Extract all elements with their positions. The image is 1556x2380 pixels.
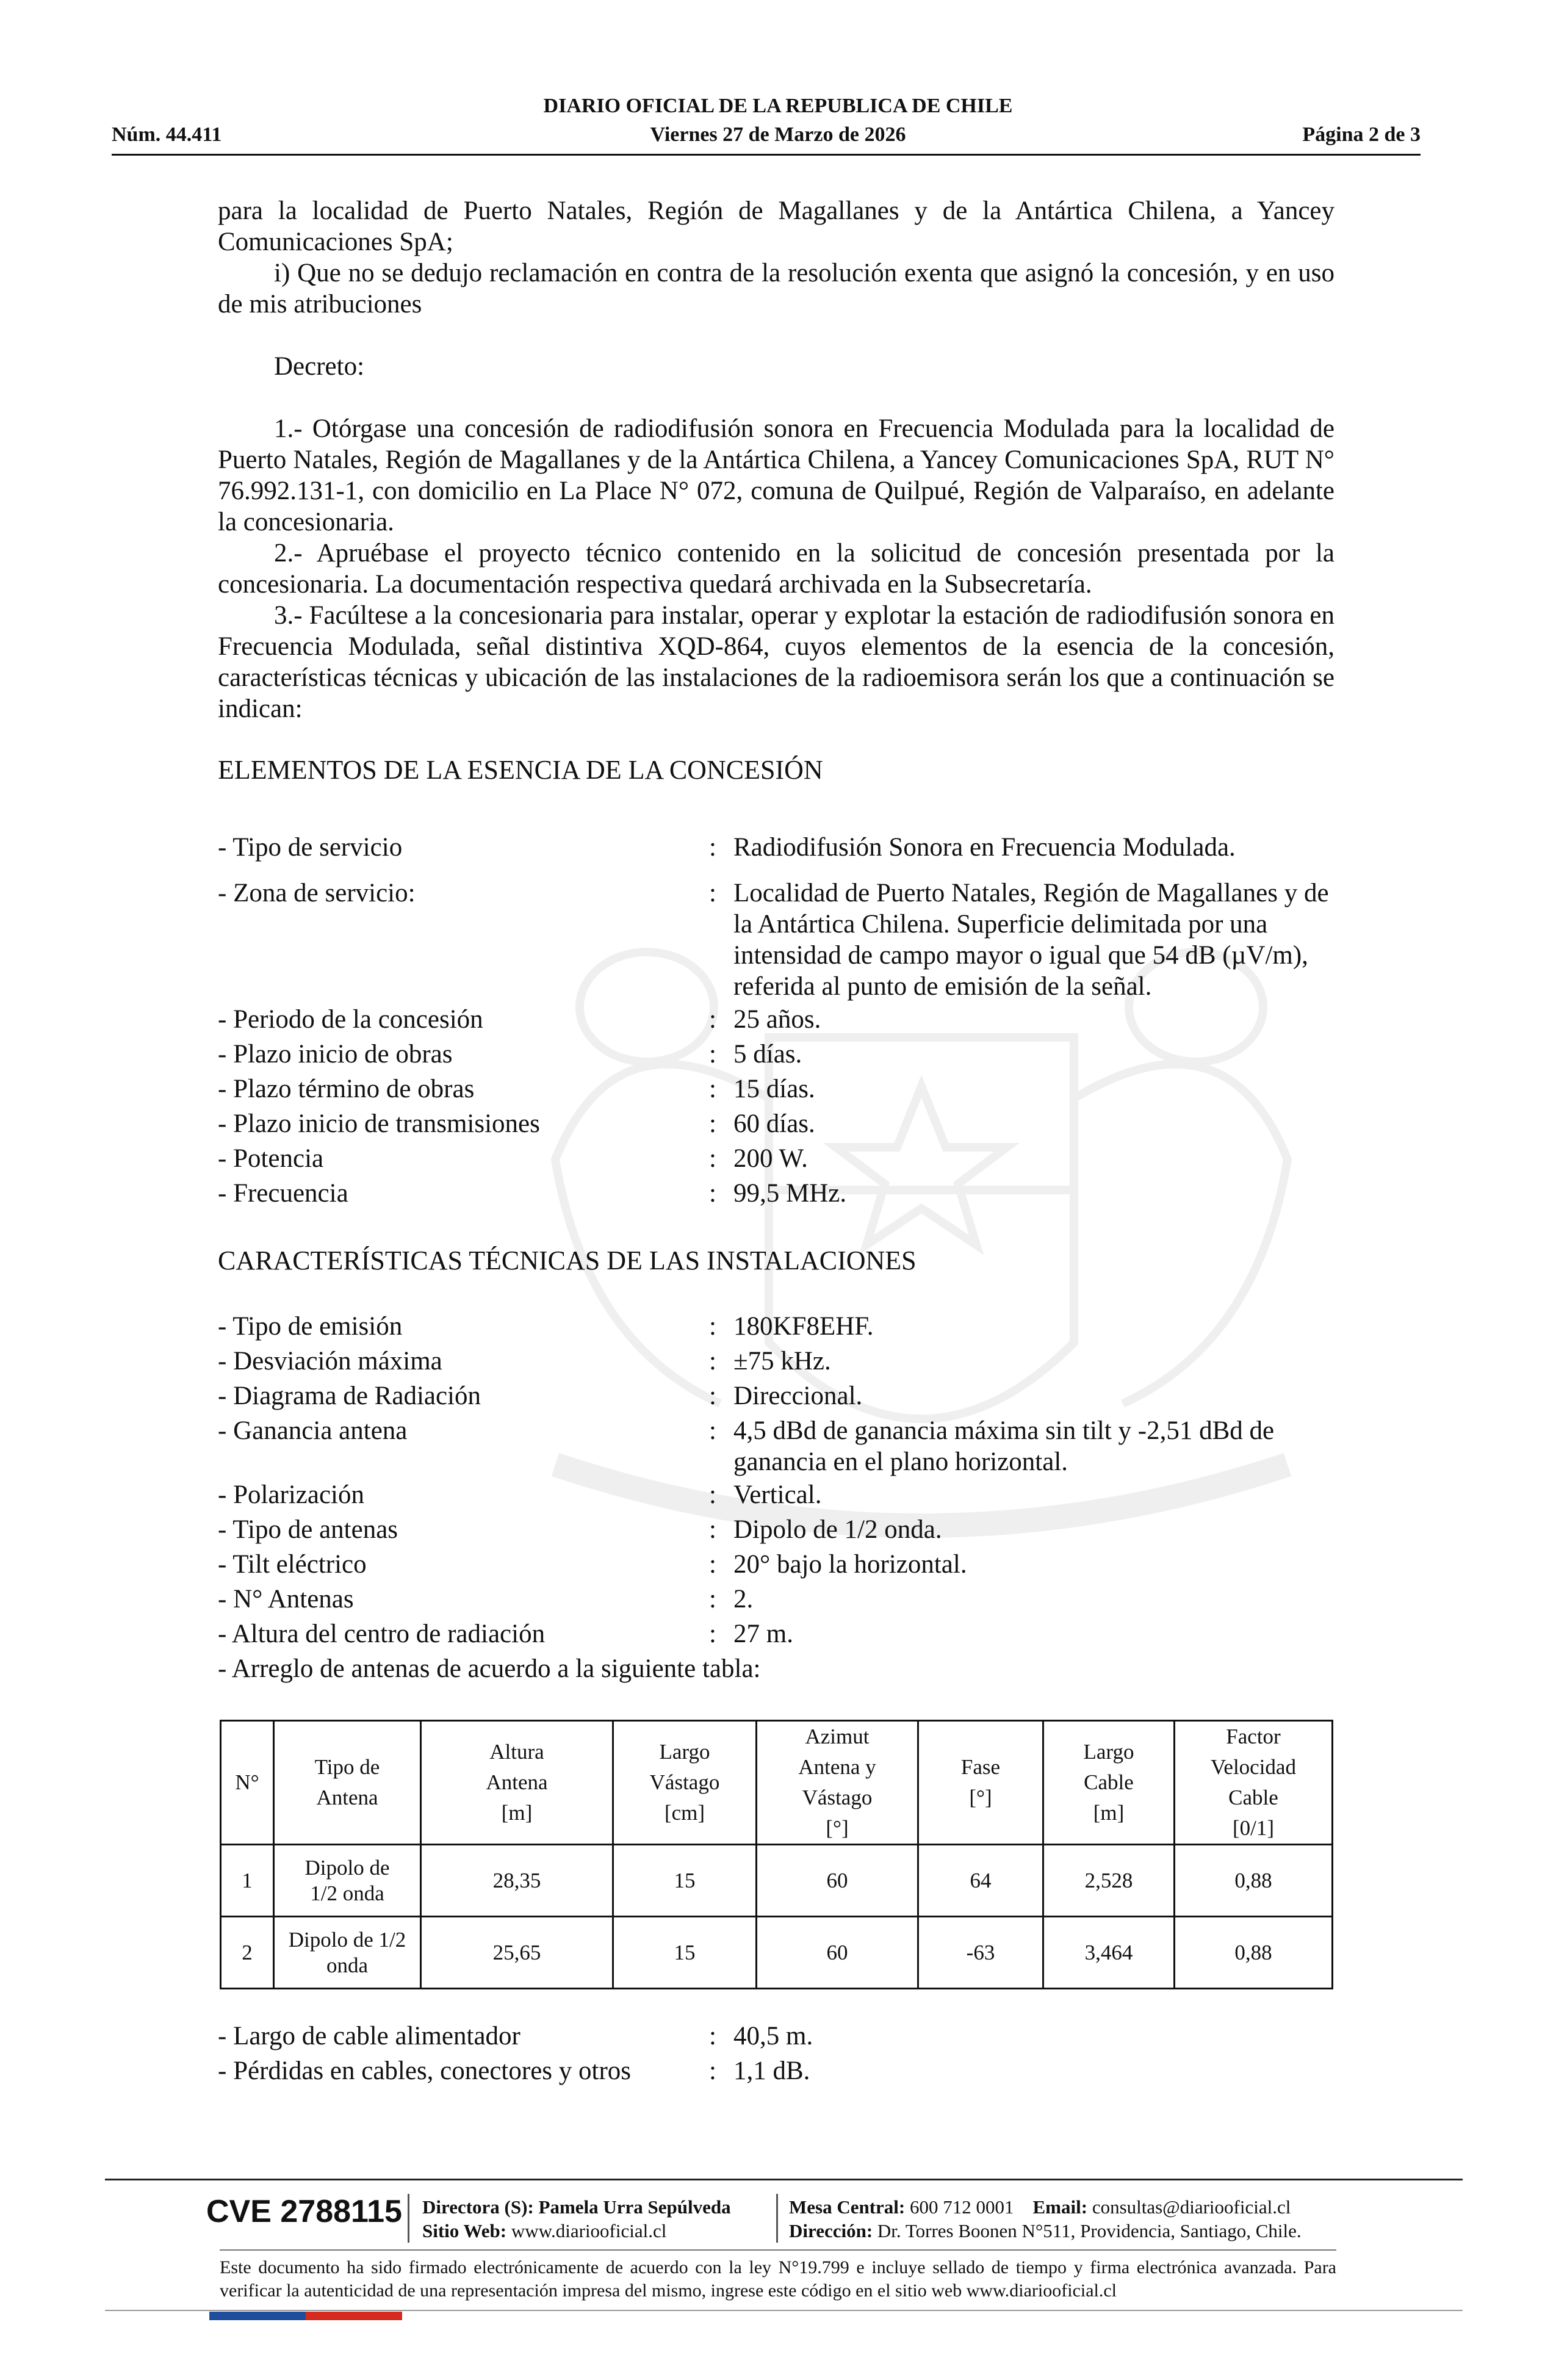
item-value: Radiodifusión Sonora en Frecuencia Modulada.: [733, 833, 1236, 862]
item-label: - Plazo inicio de transmisiones: [218, 1109, 540, 1138]
flag-stripe-red: [306, 2312, 402, 2320]
colon: :: [709, 1585, 716, 1614]
cell-altura: 28,35: [421, 1845, 613, 1917]
esencia-title: ELEMENTOS DE LA ESENCIA DE LA CONCESIÓN: [218, 755, 823, 785]
decreto-heading: Decreto:: [274, 352, 365, 381]
header-text: Altura: [489, 1740, 544, 1764]
esencia-item: [218, 1176, 1334, 1211]
item-label: - Periodo de la concesión: [218, 1005, 483, 1034]
after-table-item: [218, 2019, 1334, 2054]
header-rule: [112, 154, 1421, 156]
header-text: Largo: [1083, 1740, 1134, 1764]
mesa-value: 600 712 0001: [910, 2196, 1014, 2218]
cell-largo: 15: [613, 1917, 757, 1989]
item-label: - Pérdidas en cables, conectores y otros: [218, 2057, 632, 2085]
item-label: - Zona de servicio:: [218, 879, 416, 907]
cell-text: Dipolo de: [304, 1855, 390, 1880]
cell-n: 2: [221, 1917, 274, 1989]
table-row: [221, 1845, 1333, 1917]
issue-date: Viernes 27 de Marzo de 2026: [650, 123, 906, 146]
sitio-line: [422, 2219, 731, 2243]
table-header-row: [221, 1721, 1333, 1845]
item-label: - Plazo término de obras: [218, 1075, 475, 1103]
colon: :: [709, 1347, 716, 1376]
header-text: Factor: [1226, 1725, 1281, 1748]
mesa-label: Mesa Central:: [789, 2196, 906, 2218]
flag-stripe-blue: [209, 2312, 306, 2320]
colon: :: [709, 1515, 716, 1544]
item-value: 4,5 dBd de ganancia máxima sin tilt y -2,51 dBd de ganancia en el plano horizontal.: [733, 1416, 1275, 1476]
item-value: 15 días.: [733, 1075, 815, 1103]
header-text: Antena: [486, 1770, 548, 1794]
cell-azimut: 60: [757, 1845, 918, 1917]
mesa-line: [789, 2195, 1302, 2219]
email-link[interactable]: consultas@diariooficial.cl: [1092, 2196, 1291, 2218]
colon: :: [709, 1312, 716, 1341]
item-label: - Tipo de emisión: [218, 1312, 403, 1341]
footer-top-rule: [105, 2179, 1463, 2180]
cell-n: 1: [221, 1845, 274, 1917]
tecnicas-item: [218, 1512, 1334, 1547]
colon: :: [709, 1179, 716, 1208]
intro-block: [218, 195, 1334, 724]
item-label: - Diagrama de Radiación: [218, 1382, 481, 1410]
colon: :: [709, 2022, 716, 2050]
item-label: - N° Antenas: [218, 1585, 354, 1614]
direccion-label: Dirección:: [789, 2220, 873, 2241]
header-text: Antena y: [798, 1755, 876, 1779]
colon: :: [709, 1040, 716, 1069]
esencia-item: [218, 1141, 1334, 1176]
tecnicas-title: CARACTERÍSTICAS TÉCNICAS DE LAS INSTALACIONES: [218, 1246, 917, 1275]
th-azimut: [757, 1721, 918, 1845]
item-label: - Ganancia antena: [218, 1416, 408, 1445]
cve-code: CVE 2788115: [206, 2194, 402, 2229]
header-text: [0/1]: [1232, 1816, 1275, 1840]
tecnicas-item: [218, 1582, 1334, 1617]
cell-fase: -63: [918, 1917, 1043, 1989]
item-value: 5 días.: [733, 1040, 802, 1069]
esencia-item: [218, 1072, 1334, 1106]
th-tipo: [274, 1721, 421, 1845]
cell-largo: 15: [613, 1845, 757, 1917]
esencia-item: [218, 876, 1334, 1002]
colon: :: [709, 1416, 716, 1445]
tecnicas-list: [218, 1309, 1334, 1686]
tecnicas-item: [218, 1617, 1334, 1651]
footer-divider-2: [776, 2194, 778, 2243]
header-text: Azimut: [805, 1725, 870, 1748]
colon: :: [709, 2057, 716, 2085]
esencia-item: [218, 1106, 1334, 1141]
header-text: [m]: [501, 1801, 533, 1825]
header-text: Antena: [316, 1786, 378, 1809]
item-value: Direccional.: [733, 1382, 863, 1410]
item-value: 180KF8EHF.: [733, 1312, 874, 1341]
item-value: 40,5 m.: [733, 2022, 813, 2050]
header-text: Velocidad: [1211, 1755, 1296, 1779]
item-label: - Tilt eléctrico: [218, 1550, 367, 1579]
arreglo-text: - Arreglo de antenas de acuerdo a la siguiente tabla:: [218, 1654, 761, 1683]
th-factor: [1175, 1721, 1333, 1845]
item-label: - Desviación máxima: [218, 1347, 442, 1376]
cell-text: Dipolo de 1/2: [288, 1927, 406, 1952]
page-number: Página 2 de 3: [1302, 123, 1421, 146]
cell-factor: 0,88: [1175, 1845, 1333, 1917]
item-label: - Tipo de servicio: [218, 833, 403, 862]
colon: :: [709, 1550, 716, 1579]
tecnicas-item: [218, 1344, 1334, 1379]
colon: :: [709, 833, 716, 862]
footer-contact: [789, 2195, 1302, 2243]
cell-text: onda: [326, 1953, 369, 1977]
item-value: 200 W.: [733, 1144, 808, 1173]
cell-factor: 0,88: [1175, 1917, 1333, 1989]
item-value: 1,1 dB.: [733, 2057, 810, 2085]
directora-text: Directora (S): Pamela Urra Sepúlveda: [422, 2196, 731, 2218]
paragraph-intro: para la localidad de Puerto Natales, Región de Magallanes y de la Antártica Chilena, a Yancey Comunicaciones SpA;: [218, 197, 1334, 256]
header-text: [°]: [826, 1816, 849, 1840]
esencia-list: [218, 830, 1334, 1211]
th-largo: [613, 1721, 757, 1845]
item-value: Dipolo de 1/2 onda.: [733, 1515, 942, 1544]
colon: :: [709, 1144, 716, 1173]
header-text: Tipo de: [314, 1755, 380, 1779]
item-label: - Potencia: [218, 1144, 324, 1173]
header-text: Largo: [659, 1740, 710, 1764]
colon: :: [709, 1109, 716, 1138]
tecnicas-item: [218, 1379, 1334, 1413]
cell-text: 1/2 onda: [310, 1881, 384, 1905]
footer-disclaimer: Este documento ha sido firmado electrónicamente de acuerdo con la ley N°19.799 e incluye sellado de tiempo y firma electrónica avanzada. Para verificar la autenticidad de una representación impresa del mismo, ingrese este código en el sitio web www.diariooficial.cl: [220, 2257, 1336, 2301]
item-value: Localidad de Puerto Natales, Región de Magallanes y de la Antártica Chilena. Superficie delimitada por una intensidad de campo mayor o igual que 54 dB (µV/m), referida al punto de emisión de la señal.: [733, 879, 1329, 1001]
th-n: [221, 1721, 274, 1845]
item-label: - Altura del centro de radiación: [218, 1620, 546, 1648]
item-label: - Largo de cable alimentador: [218, 2022, 520, 2050]
cell-cable: 3,464: [1043, 1917, 1175, 1989]
colon: :: [709, 1005, 716, 1034]
sitio-link[interactable]: www.diariooficial.cl: [511, 2220, 667, 2241]
th-altura: [421, 1721, 613, 1845]
header-text: N°: [235, 1770, 259, 1794]
cell-cable: 2,528: [1043, 1845, 1175, 1917]
paragraph-considerando-i: i) Que no se dedujo reclamación en contra de la resolución exenta que asignó la concesión, y en uso de mis atribuciones: [218, 259, 1334, 319]
header-text: Cable: [1084, 1770, 1134, 1794]
direccion-value: Dr. Torres Boonen N°511, Providencia, Santiago, Chile.: [877, 2220, 1302, 2241]
item-label: - Plazo inicio de obras: [218, 1040, 453, 1069]
footer-mid-rule: [220, 2249, 1336, 2251]
header-text: [cm]: [664, 1801, 705, 1825]
tecnicas-item: [218, 1547, 1334, 1582]
after-table-list: [218, 2019, 1334, 2088]
item-value: ±75 kHz.: [733, 1347, 831, 1376]
item-label: - Frecuencia: [218, 1179, 348, 1208]
tecnicas-item: [218, 1309, 1334, 1344]
footer-directora: [422, 2195, 731, 2243]
header-text: Vástago: [802, 1786, 873, 1809]
th-cable: [1043, 1721, 1175, 1845]
journal-title: DIARIO OFICIAL DE LA REPUBLICA DE CHILE: [543, 95, 1013, 117]
esencia-item: [218, 830, 1334, 865]
arreglo-line: [218, 1651, 1334, 1686]
footer-divider-1: [408, 2194, 409, 2243]
issue-number: Núm. 44.411: [112, 123, 222, 146]
item-value: 2.: [733, 1585, 754, 1614]
item-label: - Tipo de antenas: [218, 1515, 398, 1544]
after-table-item: [218, 2054, 1334, 2088]
cell-tipo: [274, 1917, 421, 1989]
item-value: 99,5 MHz.: [733, 1179, 847, 1208]
footer-bottom-rule: [105, 2310, 1463, 2311]
esencia-item: [218, 1002, 1334, 1037]
sitio-label: Sitio Web:: [422, 2220, 507, 2241]
cell-altura: 25,65: [421, 1917, 613, 1989]
antenna-table: [220, 1720, 1333, 1989]
cell-tipo: [274, 1845, 421, 1917]
article-2: 2.- Apruébase el proyecto técnico contenido en la solicitud de concesión presentada por la concesionaria. La documentación respectiva quedará archivada en la Subsecretaría.: [218, 539, 1334, 599]
cell-azimut: 60: [757, 1917, 918, 1989]
colon: :: [709, 1075, 716, 1103]
email-label: Email:: [1032, 2196, 1088, 2218]
colon: :: [709, 879, 716, 907]
direccion-line: [789, 2219, 1302, 2243]
header-text: Cable: [1228, 1786, 1278, 1809]
cell-fase: 64: [918, 1845, 1043, 1917]
colon: :: [709, 1480, 716, 1509]
item-value: 20° bajo la horizontal.: [733, 1550, 967, 1579]
item-value: 27 m.: [733, 1620, 793, 1648]
article-3: 3.- Facúltese a la concesionaria para instalar, operar y explotar la estación de radiodifusión sonora en Frecuencia Modulada, señal distintiva XQD-864, cuyos elementos de la esencia de la concesión, características técnicas y ubicación de las instalaciones de la radioemisora serán los que a continuación se indican:: [218, 601, 1334, 723]
header-text: Vástago: [649, 1770, 720, 1794]
item-value: 25 años.: [733, 1005, 821, 1034]
esencia-item: [218, 1037, 1334, 1072]
header-text: [°]: [969, 1786, 992, 1809]
item-value: 60 días.: [733, 1109, 815, 1138]
tecnicas-item: [218, 1477, 1334, 1512]
colon: :: [709, 1620, 716, 1648]
article-1: 1.- Otórgase una concesión de radiodifusión sonora en Frecuencia Modulada para la localidad de Puerto Natales, Región de Magallanes y de la Antártica Chilena, a Yancey Comunicaciones SpA, RUT N° 76.992.131-1, con domicilio en La Place N° 072, comuna de Quilpué, Región de Valparaíso, en adelante la concesionaria.: [218, 414, 1334, 536]
th-fase: [918, 1721, 1043, 1845]
table-row: [221, 1917, 1333, 1989]
item-value: Vertical.: [733, 1480, 822, 1509]
tecnicas-item: [218, 1413, 1334, 1477]
header-text: Fase: [960, 1755, 1001, 1779]
item-label: - Polarización: [218, 1480, 364, 1509]
header-text: [m]: [1093, 1801, 1125, 1825]
colon: :: [709, 1382, 716, 1410]
